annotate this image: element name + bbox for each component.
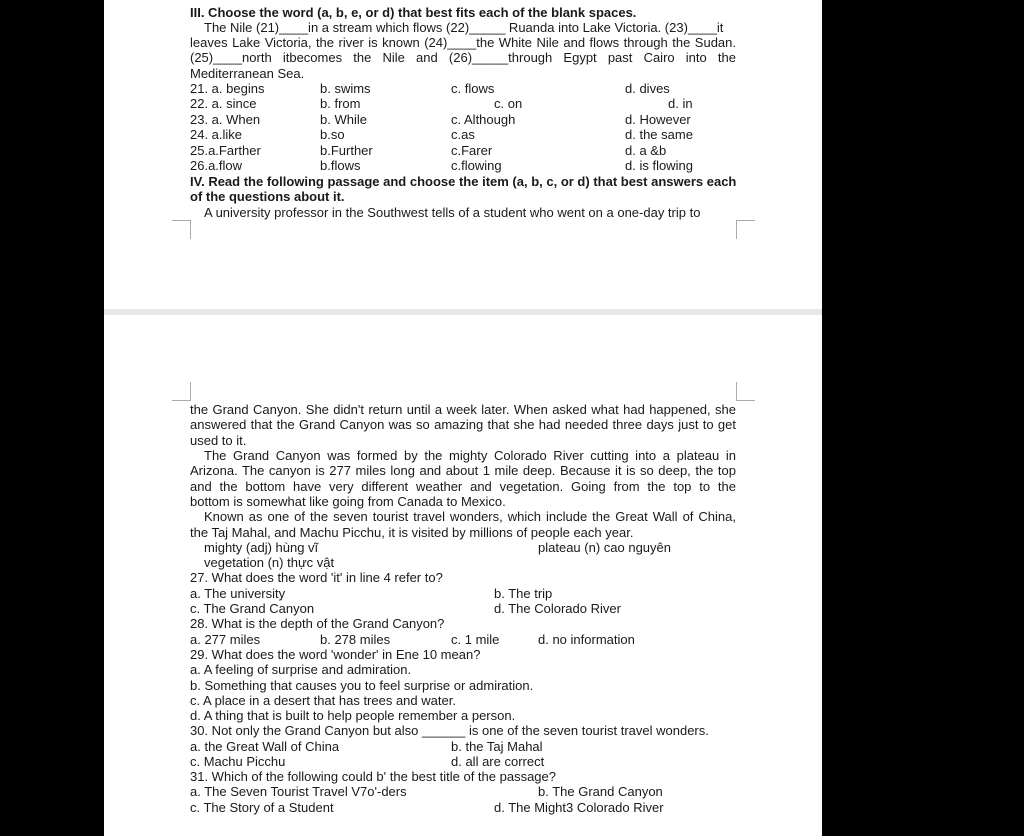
option-b: b.Further [320, 143, 373, 158]
option-b: b. from [320, 96, 361, 111]
para3-line-2: the Taj Mahal, and Machu Picchu, it is visited by millions of people each year. [190, 525, 634, 540]
option-c: c. 1 mile [451, 632, 500, 647]
passage-intro-line: A university professor in the Southwest tells of a student who went on a one-day trip to [204, 205, 701, 220]
vocab-mighty: mighty (adj) hùng vĩ [204, 540, 319, 555]
nile-passage-line-4: Mediterranean Sea. [190, 66, 305, 81]
option-a: 25.a.Farther [190, 143, 261, 158]
option-d: d. no information [538, 632, 635, 647]
nile-passage-line-3: (25)____north itbecomes the Nile and (26)_____through Egypt past Cairo into the [190, 50, 736, 65]
option-d: d. dives [625, 81, 670, 96]
question-stem: 30. Not only the Grand Canyon but also ______ is one of the seven tourist travel wonders. [190, 723, 709, 738]
option-b: b. 278 miles [320, 632, 391, 647]
para2-line-4: bottom is somewhat like going from Canada to Mexico. [190, 494, 506, 509]
option-c: c. The Story of a Student [190, 800, 334, 815]
option-a: a. The university [190, 586, 286, 601]
option-c: c. Although [451, 112, 516, 127]
option-a: 26.a.flow [190, 158, 243, 173]
option-d: d. all are correct [451, 754, 545, 769]
section-4-heading-line-2: of the questions about it. [190, 189, 345, 204]
para1-line-2: answered that the Grand Canyon was so amazing that she had needed three days just to get [190, 417, 736, 432]
option-c: c. flows [451, 81, 495, 96]
para1-line-1: the Grand Canyon. She didn't return until a week later. When asked what had happened, she [190, 402, 736, 417]
question-stem: 28. What is the depth of the Grand Canyon? [190, 616, 445, 631]
option-d: d. The Might3 Colorado River [494, 800, 664, 815]
option-d: d. in [668, 96, 693, 111]
para3-line-1: Known as one of the seven tourist travel wonders, which include the Great Wall of China, [204, 509, 736, 524]
para2-line-2: Arizona. The canyon is 277 miles long and about 1 mile deep. Because it is so deep, the top [190, 463, 736, 478]
page-margin-corner-mark [736, 382, 755, 401]
vocab-vegetation: vegetation (n) thực vật [204, 555, 335, 570]
para2-line-1: The Grand Canyon was formed by the mighty Colorado River cutting into a plateau in [204, 448, 736, 463]
option-c: c.flowing [451, 158, 502, 173]
nile-passage-line-2: leaves Lake Victoria, the river is known (24)____the White Nile and flows through the Sudan. [190, 35, 736, 50]
question-stem: 29. What does the word 'wonder' in Ene 10 mean? [190, 647, 481, 662]
vocab-plateau: plateau (n) cao nguyên [538, 540, 671, 555]
option-c: c. Machu Picchu [190, 754, 286, 769]
question-stem: 31. Which of the following could b' the best title of the passage? [190, 769, 556, 784]
page-margin-corner-mark [172, 382, 191, 401]
option-a: 24. a.like [190, 127, 243, 142]
option-d: d. a &b [625, 143, 667, 158]
option-a: a. 277 miles [190, 632, 261, 647]
section-3-heading: III. Choose the word (a, b, e, or d) that best fits each of the blank spaces. [190, 5, 637, 20]
option-d: d. A thing that is built to help people remember a person. [190, 708, 516, 723]
option-a: 23. a. When [190, 112, 261, 127]
option-c: c.Farer [451, 143, 493, 158]
option-c: c. The Grand Canyon [190, 601, 315, 616]
option-c: c. A place in a desert that has trees and water. [190, 693, 456, 708]
para2-line-3: and the bottom have very different weather and vegetation. Going from the top to the [190, 479, 736, 494]
option-c: c.as [451, 127, 475, 142]
nile-passage-line-1: The Nile (21)____in a stream which flows (22)_____ Ruanda into Lake Victoria. (23)____it [204, 20, 724, 35]
option-d: d. the same [625, 127, 693, 142]
section-4-heading-line-1: IV. Read the following passage and choose the item (a, b, c, or d) that best answers each [190, 174, 737, 189]
option-b: b. the Taj Mahal [451, 739, 543, 754]
option-d: d. The Colorado River [494, 601, 621, 616]
option-c: c. on [494, 96, 523, 111]
option-b: b. The Grand Canyon [538, 784, 663, 799]
option-b: b.so [320, 127, 345, 142]
option-b: b.flows [320, 158, 361, 173]
option-d: d. However [625, 112, 691, 127]
question-stem: 27. What does the word 'it' in line 4 refer to? [190, 570, 443, 585]
para1-line-3: used to it. [190, 433, 247, 448]
page-margin-corner-mark [172, 220, 191, 239]
document-page-top [104, 0, 822, 309]
page-margin-corner-mark [736, 220, 755, 239]
option-d: d. is flowing [625, 158, 693, 173]
document-page-bottom [104, 315, 822, 836]
option-b: b. The trip [494, 586, 553, 601]
option-a: a. the Great Wall of China [190, 739, 340, 754]
option-a: a. A feeling of surprise and admiration. [190, 662, 412, 677]
option-b: b. While [320, 112, 367, 127]
option-a: a. The Seven Tourist Travel V7o'-ders [190, 784, 407, 799]
option-a: 22. a. since [190, 96, 257, 111]
option-b: b. swims [320, 81, 371, 96]
option-b: b. Something that causes you to feel surprise or admiration. [190, 678, 534, 693]
option-a: 21. a. begins [190, 81, 265, 96]
